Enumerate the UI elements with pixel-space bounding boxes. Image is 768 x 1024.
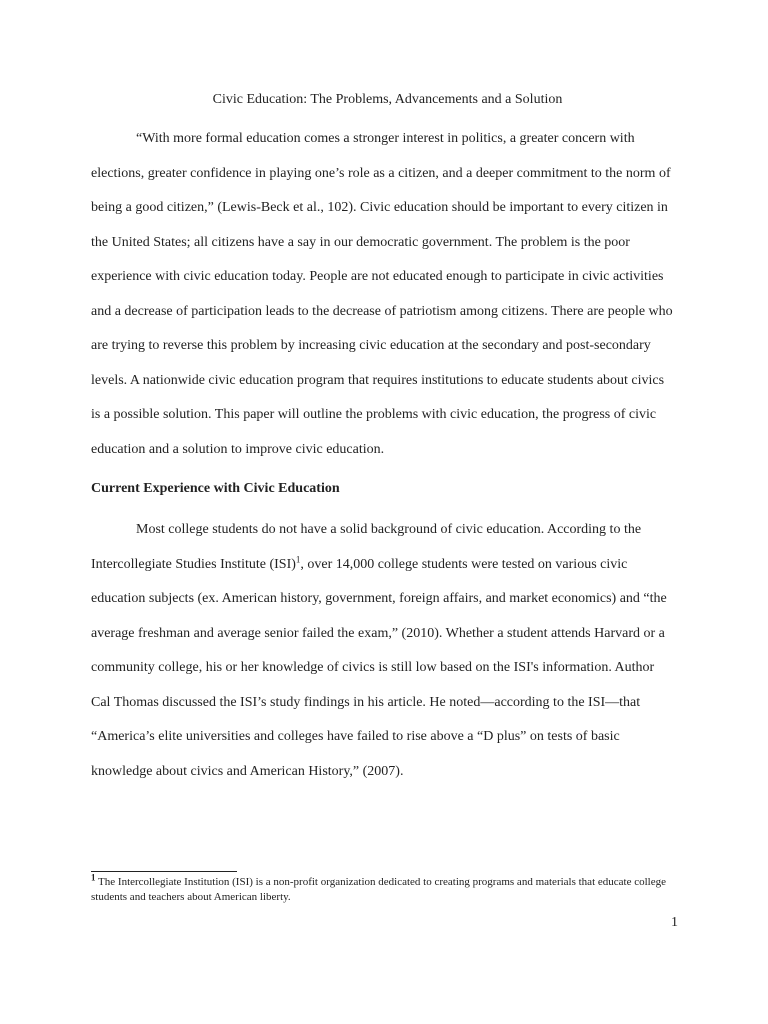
footnote-divider: [91, 871, 237, 872]
section-paragraph: [91, 513, 676, 789]
section-paragraph-text-2: , over 14,000 college students were tested on various civic education subjects (ex. American history, government, foreign affairs, and market economics) and “the average freshman and average senior failed the exam,” (2010). Whether a student attends Harvard or a community college, his or her knowledge of civics is still low based on the ISI's information. Author Cal Thomas discussed the ISI’s study findings in his article. He noted—according to the ISI—that “America’s elite universities and colleges have failed to rise above a “D plus” on tests of basic knowledge about civics and American History,” (2007).: [91, 556, 667, 779]
intro-paragraph: “With more formal education comes a stronger interest in politics, a greater concern with elections, greater confidence in playing one’s role as a citizen, and a deeper commitment to the norm of being a good citizen,” (Lewis-Beck et al., 102). Civic education should be important to every citizen in the United States; all citizens have a say in our democratic government. The problem is the poor experience with civic education today. People are not educated enough to participate in civic activities and a decrease of participation leads to the decrease of patriotism among citizens. There are people who are trying to reverse this problem by increasing civic education at the secondary and post-secondary levels. A nationwide civic education program that requires institutions to educate students about civics is a possible solution. This paper will outline the problems with civic education, the progress of civic education and a solution to improve civic education.: [91, 131, 673, 457]
section-heading: Current Experience with Civic Education: [91, 481, 340, 496]
footnote-text: The Intercollegiate Institution (ISI) is a non-profit organization dedicated to creating programs and materials that educate college students and teachers about American liberty.: [91, 876, 666, 903]
page-number: 1: [671, 915, 678, 930]
footnote: [91, 872, 681, 905]
section-paragraph-text-1: Most college students do not have a solid background of civic education. According to the Intercollegiate Studies Institute (ISI): [91, 522, 642, 572]
document-title: Civic Education: The Problems, Advancements and a Solution: [212, 92, 563, 107]
footnote-reference[interactable]: 1: [295, 553, 301, 564]
footnote-number: 1: [91, 872, 96, 883]
